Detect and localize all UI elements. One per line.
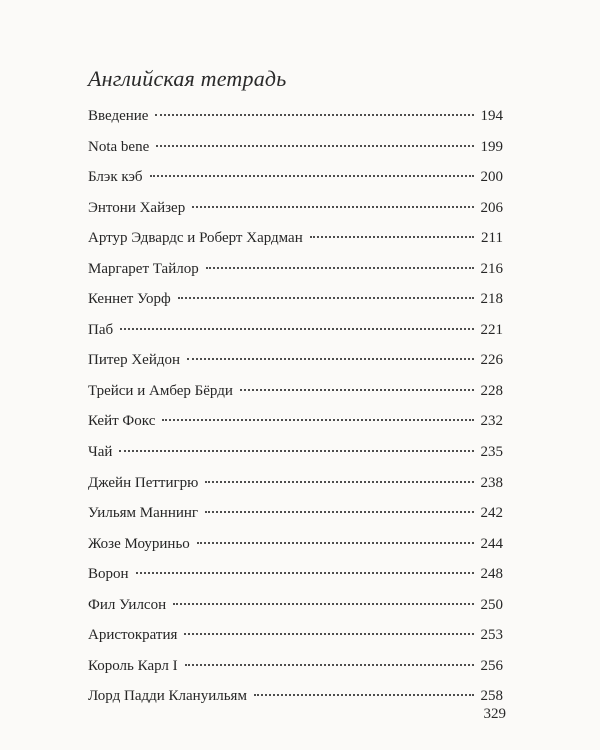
toc-entry[interactable] [88,320,503,351]
toc-entry-page: 256 [480,657,503,674]
toc-entry-title: Nota bene [88,138,150,155]
toc-entry-title: Блэк кэб [88,169,143,186]
toc-entry-title: Уильям Маннинг [88,505,199,522]
toc-entry[interactable] [88,686,503,717]
toc-entry[interactable] [88,137,503,168]
section-title: Английская тетрадь [88,66,287,91]
toc-entry-title: Артур Эдвардс и Роберт Хардман [88,230,303,247]
toc-entry-page: 206 [480,199,503,216]
toc-entry[interactable] [88,289,503,320]
toc-entry[interactable] [88,411,503,442]
toc-entry-page: 238 [480,474,503,491]
toc-entry[interactable] [88,259,503,290]
toc-entry-page: 226 [480,352,503,369]
toc-entry[interactable] [88,198,503,229]
toc-entry-page: 216 [480,260,503,277]
dot-leader [254,694,474,696]
toc-entry-page: 250 [480,596,503,613]
toc-entry-page: 228 [480,382,503,399]
table-of-contents [88,106,503,717]
dot-leader [120,328,473,330]
dot-leader [192,206,473,208]
toc-entry[interactable] [88,564,503,595]
toc-entry[interactable] [88,228,503,259]
toc-entry-page: 248 [480,566,503,583]
toc-entry-page: 258 [480,688,503,705]
dot-leader [197,542,474,544]
toc-entry-title: Лорд Падди Клануильям [88,688,247,705]
toc-entry[interactable] [88,473,503,504]
toc-entry[interactable] [88,350,503,381]
page-number: 329 [483,706,506,722]
toc-entry-page: 200 [480,169,503,186]
toc-entry-title: Трейси и Амбер Бёрди [88,382,233,399]
toc-entry-title: Паб [88,321,114,338]
toc-entry-page: 199 [480,138,503,155]
dot-leader [119,450,473,452]
toc-entry[interactable] [88,534,503,565]
toc-entry-page: 211 [481,230,503,247]
toc-entry-title: Введение [88,108,149,124]
dot-leader [205,481,473,483]
toc-entry-page: 253 [480,627,503,644]
dot-leader [155,114,473,116]
toc-entry-title: Маргарет Тайлор [88,260,199,277]
toc-entry[interactable] [88,656,503,687]
dot-leader [136,572,474,574]
dot-leader [178,297,474,299]
dot-leader [156,145,473,147]
toc-entry-page: 235 [480,444,503,461]
toc-entry[interactable] [88,106,503,137]
dot-leader [184,633,473,635]
toc-entry-title: Джейн Петтигрю [88,474,199,491]
toc-entry-title: Кеннет Уорф [88,291,171,308]
dot-leader [162,419,473,421]
dot-leader [185,664,474,666]
dot-leader [310,236,474,238]
dot-leader [173,603,473,605]
toc-entry[interactable] [88,167,503,198]
toc-entry-title: Король Карл I [88,657,178,674]
toc-entry-title: Ворон [88,566,129,583]
toc-entry-title: Кейт Фокс [88,413,156,430]
toc-entry-page: 218 [480,291,503,308]
toc-entry-title: Фил Уилсон [88,596,167,613]
toc-entry-title: Жозе Моуриньо [88,535,190,552]
toc-entry-page: 242 [480,505,503,522]
toc-entry-title: Энтони Хайзер [88,199,186,216]
toc-entry[interactable] [88,503,503,534]
toc-entry[interactable] [88,442,503,473]
toc-entry-title: Чай [88,444,113,461]
dot-leader [240,389,474,391]
toc-entry[interactable] [88,381,503,412]
dot-leader [150,175,474,177]
dot-leader [205,511,473,513]
dot-leader [187,358,474,360]
toc-entry-page: 244 [480,535,503,552]
toc-entry[interactable] [88,625,503,656]
toc-entry-page: 194 [480,108,503,124]
dot-leader [206,267,474,269]
toc-entry-title: Аристократия [88,627,178,644]
toc-entry[interactable] [88,595,503,626]
toc-entry-title: Питер Хейдон [88,352,180,369]
toc-entry-page: 232 [480,413,503,430]
toc-entry-page: 221 [480,321,503,338]
